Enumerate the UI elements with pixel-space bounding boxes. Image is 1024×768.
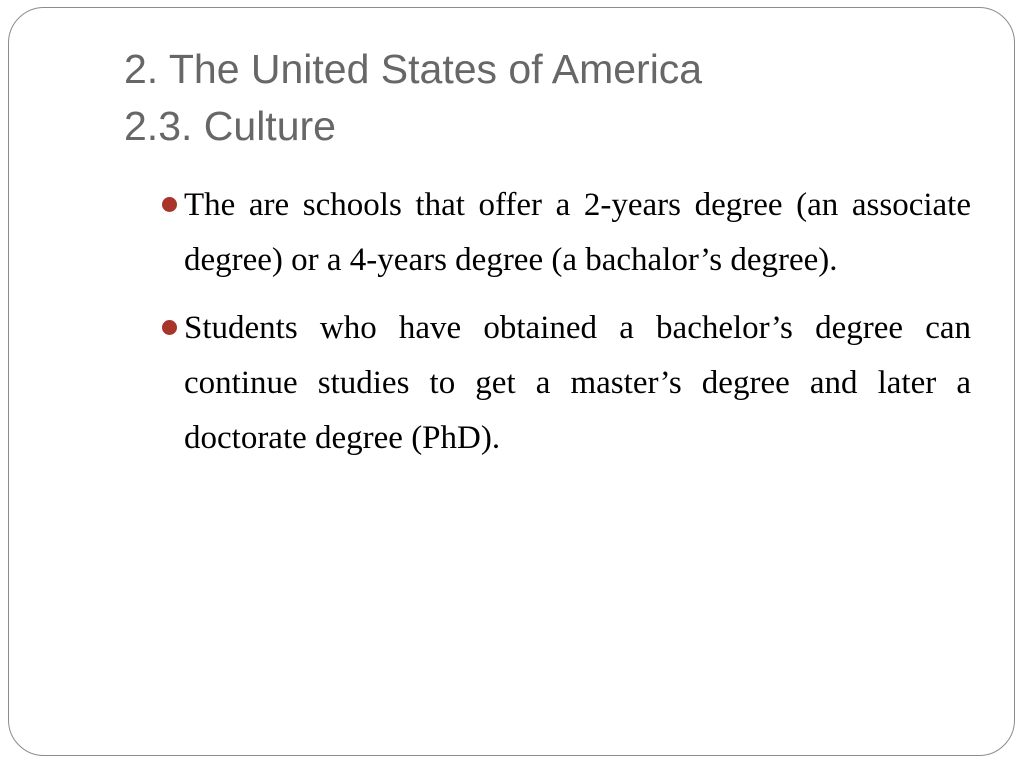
- bullet-dot-icon: [162, 197, 177, 212]
- bullet-text: The are schools that offer a 2-years degree (an associate degree) or a 4-years degree (a bachalor’s degree).: [184, 187, 971, 278]
- title-subheading: 2.3. Culture: [124, 103, 336, 149]
- bullet-list: [159, 178, 971, 479]
- title-heading: 2. The United States of America: [124, 46, 703, 92]
- bullet-item: [159, 301, 971, 466]
- bullet-item: [159, 178, 971, 288]
- slide-title: [124, 41, 984, 155]
- slide-frame: [8, 7, 1015, 756]
- bullet-text: Students who have obtained a bachelor’s degree can continue studies to get a master’s degree and later a doctorate degree (PhD).: [184, 310, 971, 456]
- bullet-dot-icon: [162, 320, 177, 335]
